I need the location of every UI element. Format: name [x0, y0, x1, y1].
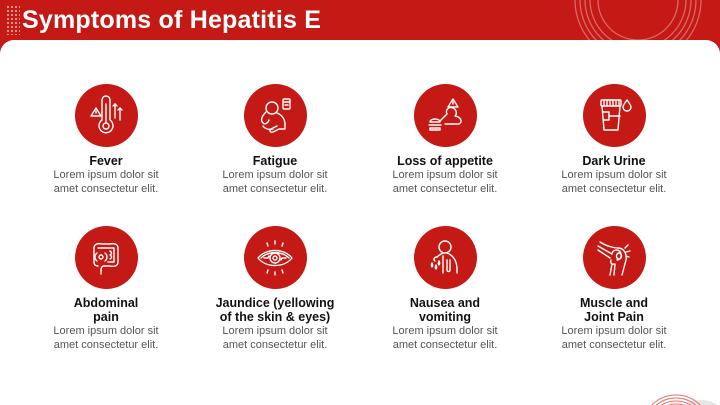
symptom-dark-urine — [529, 84, 699, 196]
symptom-description: amet consectetur elit. — [561, 183, 667, 195]
symptom-fatigue — [190, 84, 360, 196]
rings-decoration-bottom — [636, 374, 720, 405]
thermometer-icon — [84, 94, 128, 138]
symptom-label: Fever — [89, 154, 123, 168]
symptom-muscle-joint-pain — [529, 226, 699, 352]
symptom-description: Lorem ipsum dolor sit — [561, 325, 667, 337]
symptom-description: Lorem ipsum dolor sit — [222, 169, 328, 181]
symptom-description: Lorem ipsum dolor sit — [561, 169, 667, 181]
rings-decoration — [560, 0, 720, 42]
symptom-description: amet consectetur elit. — [392, 183, 498, 195]
symptom-description: amet consectetur elit. — [222, 339, 328, 351]
symptom-label-line: Nausea and — [409, 296, 481, 310]
knee-joint-icon — [592, 236, 636, 280]
symptom-jaundice — [190, 226, 360, 352]
tired-person-icon — [253, 94, 297, 138]
symptom-abdominal-pain — [21, 226, 191, 352]
symptom-description: amet consectetur elit. — [222, 183, 328, 195]
symptom-label — [21, 296, 191, 324]
symptom-nausea-vomiting — [360, 226, 530, 352]
eye-icon — [253, 236, 297, 280]
urine-cup-icon — [592, 94, 636, 138]
symptom-description: amet consectetur elit. — [53, 183, 159, 195]
header-bar — [0, 0, 720, 42]
jaundice-icon-circle — [244, 226, 307, 289]
symptom-description: Lorem ipsum dolor sit — [392, 169, 498, 181]
symptom-label — [529, 296, 699, 324]
fever-icon-circle — [75, 84, 138, 147]
symptom-label-line: Joint Pain — [584, 310, 644, 324]
symptom-description: amet consectetur elit. — [561, 339, 667, 351]
symptom-label-line: vomiting — [418, 310, 472, 324]
symptom-label-line: pain — [93, 310, 119, 324]
symptom-description: amet consectetur elit. — [392, 339, 498, 351]
symptom-label-line: Abdominal — [73, 296, 139, 310]
symptom-label — [190, 296, 360, 324]
fatigue-icon-circle — [244, 84, 307, 147]
symptom-description: Lorem ipsum dolor sit — [392, 325, 498, 337]
page-title: Symptoms of Hepatitis E — [22, 6, 322, 34]
symptom-loss-of-appetite — [360, 84, 530, 196]
symptom-label-line: Muscle and — [579, 296, 649, 310]
symptom-label-line: Jaundice (yellowing — [215, 296, 335, 310]
symptom-label-line: of the skin & eyes) — [219, 310, 331, 324]
dot-grid-decoration — [6, 5, 20, 35]
symptom-label: Dark Urine — [582, 154, 646, 168]
urine-icon-circle — [583, 84, 646, 147]
symptom-description: Lorem ipsum dolor sit — [53, 325, 159, 337]
symptom-fever — [21, 84, 191, 196]
symptom-label: Fatigue — [252, 154, 298, 168]
intestine-icon — [84, 236, 128, 280]
symptom-description: amet consectetur elit. — [53, 339, 159, 351]
symptom-label — [360, 296, 530, 324]
content-card — [0, 40, 720, 405]
symptom-label: Loss of appetite — [397, 154, 493, 168]
symptom-description: Lorem ipsum dolor sit — [53, 169, 159, 181]
burger-stomach-icon — [423, 94, 467, 138]
joint-icon-circle — [583, 226, 646, 289]
vomiting-person-icon — [423, 236, 467, 280]
symptom-description: Lorem ipsum dolor sit — [222, 325, 328, 337]
abdominal-icon-circle — [75, 226, 138, 289]
appetite-icon-circle — [414, 84, 477, 147]
nausea-icon-circle — [414, 226, 477, 289]
